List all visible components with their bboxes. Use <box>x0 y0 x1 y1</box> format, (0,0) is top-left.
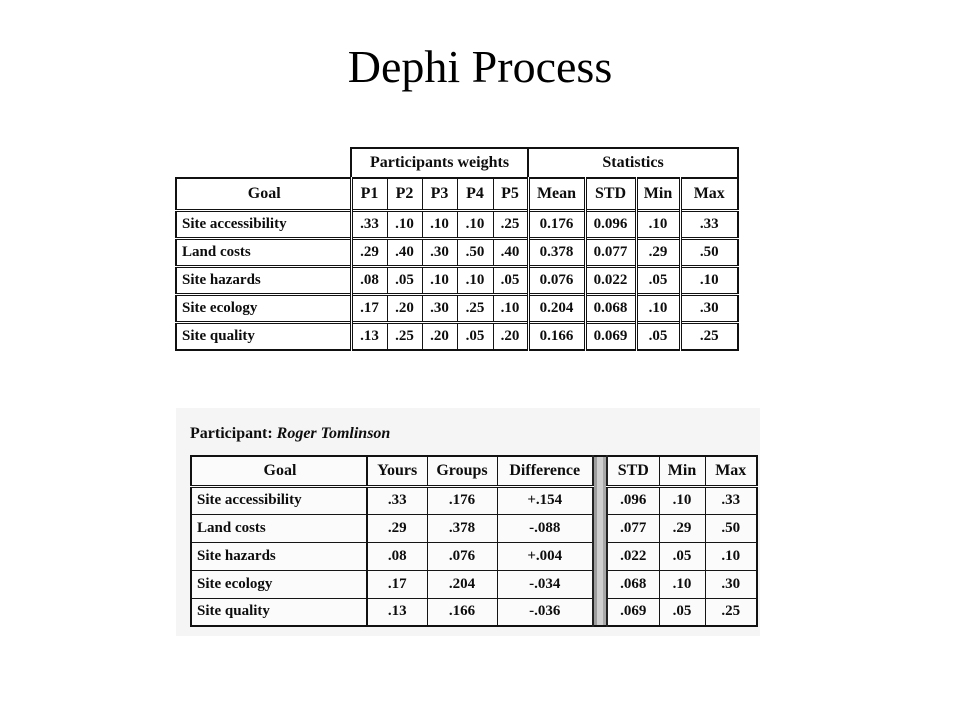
table1-row <box>176 322 738 350</box>
table1-cell-goal: Site hazards <box>176 266 351 294</box>
table2-row <box>191 542 757 570</box>
participant-caption <box>190 424 390 444</box>
participant-label: Participant: <box>190 425 273 442</box>
participants-weights-table <box>175 147 739 351</box>
table2-header-row <box>191 456 757 486</box>
table1-cell-min: .29 <box>636 238 680 266</box>
table1-cell-p4: .10 <box>457 266 493 294</box>
table2-header-yours: Yours <box>367 456 427 486</box>
table1-cell-p2: .40 <box>387 238 422 266</box>
table2-cell-min: .10 <box>659 486 705 514</box>
table2-cell-groups: .204 <box>427 570 497 598</box>
table1-cell-p2: .25 <box>387 322 422 350</box>
table1-cell-p1: .33 <box>351 210 387 238</box>
table1-row <box>176 238 738 266</box>
table1-cell-p3: .20 <box>422 322 457 350</box>
table2-cell-difference: +.004 <box>497 542 593 570</box>
table1-row <box>176 210 738 238</box>
table1-cell-p1: .13 <box>351 322 387 350</box>
table1-cell-p2: .20 <box>387 294 422 322</box>
table2-header-max: Max <box>705 456 757 486</box>
table2-cell-groups: .166 <box>427 598 497 626</box>
table1-cell-mean: 0.176 <box>528 210 585 238</box>
table1-cell-mean: 0.166 <box>528 322 585 350</box>
table1-row <box>176 266 738 294</box>
table1-corner-blank <box>176 148 351 178</box>
table2-cell-goal: Site accessibility <box>191 486 367 514</box>
table1-cell-p5: .05 <box>493 266 528 294</box>
table2-cell-yours: .08 <box>367 542 427 570</box>
table1-row <box>176 294 738 322</box>
table1-cell-p1: .08 <box>351 266 387 294</box>
table1-cell-max: .30 <box>680 294 738 322</box>
table1-cell-p4: .05 <box>457 322 493 350</box>
table2-cell-goal: Site ecology <box>191 570 367 598</box>
table1-group-participants-weights: Participants weights <box>351 148 528 178</box>
table1-group-header-row <box>176 148 738 178</box>
participant-comparison-table <box>190 455 758 627</box>
table2-cell-max: .30 <box>705 570 757 598</box>
table2-row <box>191 570 757 598</box>
table1-cell-min: .10 <box>636 210 680 238</box>
table2-cell-std: .096 <box>607 486 659 514</box>
table2-cell-std: .022 <box>607 542 659 570</box>
table1-cell-mean: 0.378 <box>528 238 585 266</box>
table2-cell-difference: -.034 <box>497 570 593 598</box>
table1-cell-goal: Site ecology <box>176 294 351 322</box>
table2-cell-yours: .17 <box>367 570 427 598</box>
table1-cell-max: .50 <box>680 238 738 266</box>
table1-cell-max: .25 <box>680 322 738 350</box>
table2-cell-groups: .076 <box>427 542 497 570</box>
table2-cell-goal: Site hazards <box>191 542 367 570</box>
table1-header-p2: P2 <box>387 178 422 210</box>
table1-cell-p1: .17 <box>351 294 387 322</box>
table2-header-min: Min <box>659 456 705 486</box>
table1-header-mean: Mean <box>528 178 585 210</box>
table1-header-p5: P5 <box>493 178 528 210</box>
table2-cell-max: .25 <box>705 598 757 626</box>
table1-header-min: Min <box>636 178 680 210</box>
table1-header-row <box>176 178 738 210</box>
table1-cell-std: 0.077 <box>585 238 636 266</box>
table2-cell-min: .10 <box>659 570 705 598</box>
table1-cell-mean: 0.204 <box>528 294 585 322</box>
table2-row <box>191 598 757 626</box>
table1-cell-p3: .10 <box>422 210 457 238</box>
table2-cell-max: .33 <box>705 486 757 514</box>
table1-cell-max: .33 <box>680 210 738 238</box>
table1-cell-p3: .10 <box>422 266 457 294</box>
table1-cell-std: 0.022 <box>585 266 636 294</box>
table1-header-p3: P3 <box>422 178 457 210</box>
table1-cell-std: 0.068 <box>585 294 636 322</box>
table1-cell-p5: .40 <box>493 238 528 266</box>
table1-cell-p3: .30 <box>422 238 457 266</box>
table1-cell-min: .05 <box>636 322 680 350</box>
table2-cell-yours: .13 <box>367 598 427 626</box>
participant-name: Roger Tomlinson <box>276 425 391 442</box>
table2-cell-yours: .29 <box>367 514 427 542</box>
table2-cell-difference: -.088 <box>497 514 593 542</box>
table2-cell-min: .29 <box>659 514 705 542</box>
table1-cell-p5: .20 <box>493 322 528 350</box>
table2-cell-groups: .378 <box>427 514 497 542</box>
table2-cell-min: .05 <box>659 542 705 570</box>
table2-header-groups: Groups <box>427 456 497 486</box>
table2-cell-std: .069 <box>607 598 659 626</box>
table2-header-difference: Difference <box>497 456 593 486</box>
table1-cell-goal: Land costs <box>176 238 351 266</box>
table1-cell-p4: .25 <box>457 294 493 322</box>
table1-cell-p3: .30 <box>422 294 457 322</box>
table1-header-max: Max <box>680 178 738 210</box>
table2-row <box>191 486 757 514</box>
table2-cell-min: .05 <box>659 598 705 626</box>
table1-header-p4: P4 <box>457 178 493 210</box>
table1-group-statistics: Statistics <box>528 148 738 178</box>
table1-cell-p2: .10 <box>387 210 422 238</box>
table1-cell-std: 0.069 <box>585 322 636 350</box>
table1-cell-p4: .50 <box>457 238 493 266</box>
table2-cell-difference: +.154 <box>497 486 593 514</box>
table1-cell-p1: .29 <box>351 238 387 266</box>
table2-cell-goal: Land costs <box>191 514 367 542</box>
table2-cell-std: .068 <box>607 570 659 598</box>
table2-cell-max: .10 <box>705 542 757 570</box>
table2-header-std: STD <box>607 456 659 486</box>
table1-cell-min: .10 <box>636 294 680 322</box>
table1-cell-p5: .25 <box>493 210 528 238</box>
table1-cell-mean: 0.076 <box>528 266 585 294</box>
table2-header-goal: Goal <box>191 456 367 486</box>
table1-cell-min: .05 <box>636 266 680 294</box>
table2-cell-yours: .33 <box>367 486 427 514</box>
table2-separator-bar <box>593 456 607 626</box>
table2-row <box>191 514 757 542</box>
table1-cell-goal: Site accessibility <box>176 210 351 238</box>
table1-cell-std: 0.096 <box>585 210 636 238</box>
table1-cell-goal: Site quality <box>176 322 351 350</box>
table2-cell-max: .50 <box>705 514 757 542</box>
table2-cell-std: .077 <box>607 514 659 542</box>
table1-header-goal: Goal <box>176 178 351 210</box>
table2-cell-groups: .176 <box>427 486 497 514</box>
table1-cell-max: .10 <box>680 266 738 294</box>
table1-header-p1: P1 <box>351 178 387 210</box>
table1-header-std: STD <box>585 178 636 210</box>
table2-cell-difference: -.036 <box>497 598 593 626</box>
slide-title: Dephi Process <box>347 41 613 92</box>
table1-cell-p2: .05 <box>387 266 422 294</box>
table2-cell-goal: Site quality <box>191 598 367 626</box>
table1-cell-p4: .10 <box>457 210 493 238</box>
table1-cell-p5: .10 <box>493 294 528 322</box>
